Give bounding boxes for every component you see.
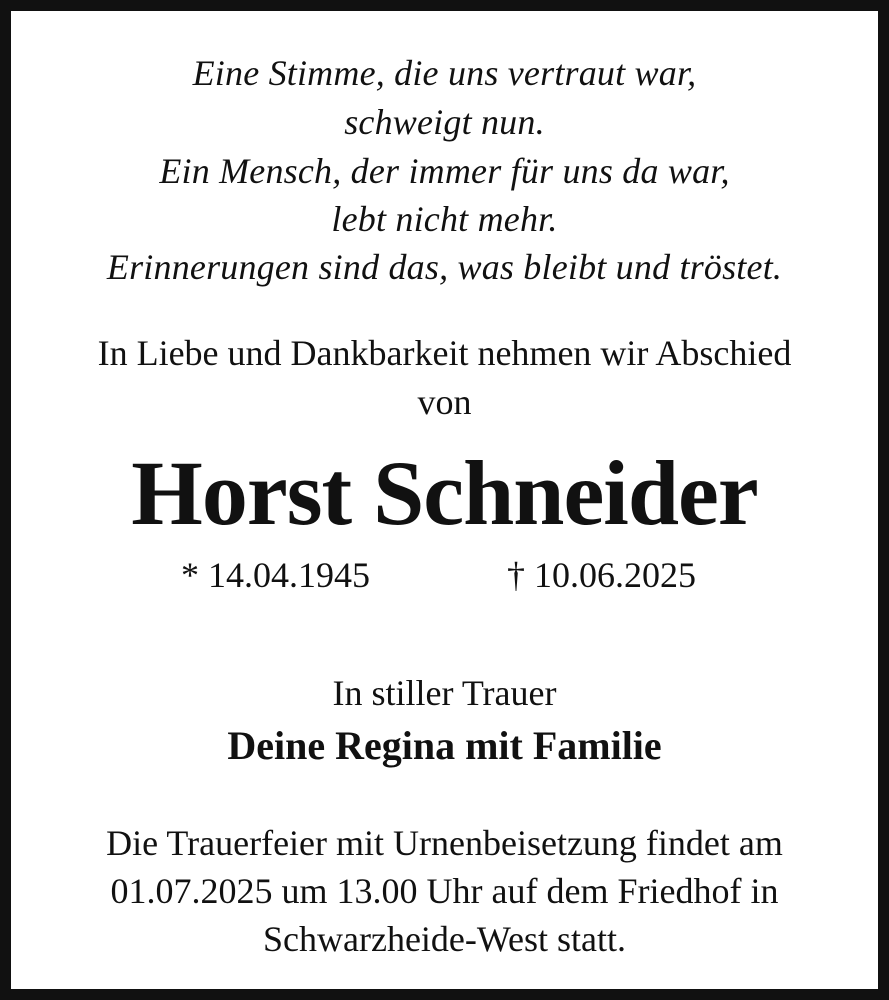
mourners-signature: Deine Regina mit Familie [227,723,662,768]
farewell-line-2: von [417,382,472,422]
poem-line-4: lebt nicht mehr. [331,199,558,239]
service-line-3: Schwarzheide-West statt. [263,919,626,959]
poem-line-2: schweigt nun. [344,102,545,142]
poem-line-1: Eine Stimme, die uns vertraut war, [192,53,697,93]
birth-date: * 14.04.1945 [181,555,370,595]
deceased-name: Horst Schneider [131,442,758,544]
mourning-intro: In stiller Trauer [332,673,557,713]
poem-line-5: Erinnerungen sind das, was bleibt und tröstet. [106,247,783,287]
death-date: † 10.06.2025 [507,555,696,595]
service-line-2: 01.07.2025 um 13.00 Uhr auf dem Friedhof in [110,871,779,911]
service-line-1: Die Trauerfeier mit Urnenbeisetzung findet am [106,823,783,863]
farewell-line-1: In Liebe und Dankbarkeit nehmen wir Abschied [97,333,792,373]
poem-line-3: Ein Mensch, der immer für uns da war, [159,151,730,191]
